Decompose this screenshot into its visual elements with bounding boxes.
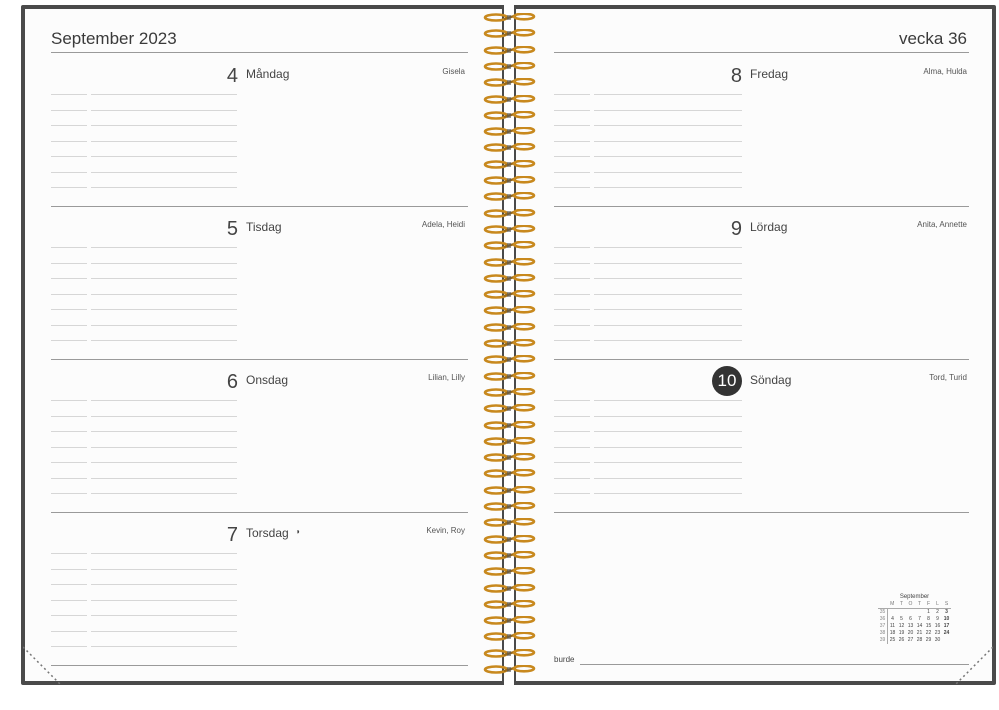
writing-line bbox=[594, 493, 742, 494]
day-number: 6 bbox=[226, 371, 238, 393]
spiral-coil bbox=[482, 176, 536, 185]
section-divider bbox=[51, 206, 468, 207]
spiral-coil bbox=[482, 502, 536, 511]
day-name: Lördag bbox=[750, 220, 788, 234]
writing-line bbox=[51, 125, 87, 126]
day-name: Onsdag bbox=[246, 373, 289, 387]
mini-calendar-header: M bbox=[888, 601, 898, 609]
writing-line bbox=[594, 462, 742, 463]
mini-calendar-day: 19 bbox=[898, 630, 905, 636]
mini-calendar-header: O bbox=[906, 601, 915, 609]
day-number: 5 bbox=[226, 218, 238, 240]
mini-calendar-day: 9 bbox=[936, 616, 939, 622]
writing-line bbox=[91, 172, 237, 173]
writing-line bbox=[91, 187, 237, 188]
spiral-coil bbox=[482, 29, 536, 38]
mini-calendar-header: S bbox=[942, 601, 951, 609]
writing-line bbox=[91, 553, 237, 554]
writing-line bbox=[91, 247, 237, 248]
writing-line bbox=[51, 462, 87, 463]
writing-line bbox=[51, 156, 87, 157]
left-page bbox=[21, 5, 504, 685]
mini-calendar-day bbox=[888, 609, 898, 617]
writing-line bbox=[91, 325, 237, 326]
spiral-coil bbox=[482, 290, 536, 299]
spiral-coil bbox=[482, 209, 536, 218]
mini-calendar-day: 7 bbox=[918, 616, 921, 622]
spiral-coil bbox=[482, 372, 536, 381]
spiral-binding bbox=[476, 5, 540, 685]
writing-line bbox=[554, 416, 590, 417]
writing-line bbox=[554, 325, 590, 326]
mini-calendar-header: L bbox=[933, 601, 942, 609]
corner-perforation-icon bbox=[23, 645, 63, 685]
mini-calendar-day: 24 bbox=[943, 630, 950, 636]
writing-line bbox=[594, 156, 742, 157]
spiral-coil bbox=[482, 469, 536, 478]
mini-calendar-title: September bbox=[899, 594, 930, 600]
mini-calendar-day bbox=[906, 609, 915, 617]
writing-line bbox=[554, 400, 590, 401]
writing-line bbox=[91, 94, 237, 95]
writing-line bbox=[554, 478, 590, 479]
writing-line bbox=[51, 340, 87, 341]
moon-phase-icon: ◑ bbox=[295, 527, 300, 536]
day-name: Tisdag bbox=[246, 220, 282, 234]
spiral-coil bbox=[482, 160, 536, 169]
mini-calendar-day: 26 bbox=[898, 637, 905, 643]
spiral-coil bbox=[482, 323, 536, 332]
writing-line bbox=[91, 110, 237, 111]
section-divider bbox=[51, 359, 468, 360]
writing-line bbox=[594, 431, 742, 432]
mini-calendar-day: 29 bbox=[925, 637, 932, 643]
writing-line bbox=[554, 187, 590, 188]
mini-calendar-day: 23 bbox=[934, 630, 941, 636]
writing-line bbox=[554, 94, 590, 95]
mini-calendar-day: 4 bbox=[891, 616, 894, 622]
day-name: Måndag bbox=[246, 67, 290, 81]
writing-line bbox=[594, 125, 742, 126]
spiral-coil bbox=[482, 584, 536, 593]
notes-rule bbox=[580, 664, 969, 665]
mini-calendar-week: 39 bbox=[878, 637, 888, 644]
writing-line bbox=[51, 553, 87, 554]
mini-calendar-week: 38 bbox=[878, 630, 888, 637]
mini-calendar-day bbox=[915, 609, 924, 617]
spiral-coil bbox=[482, 143, 536, 152]
sunday-highlight-number: 10 bbox=[712, 366, 742, 396]
day-name: Fredag bbox=[750, 67, 789, 81]
mini-calendar-day: 30 bbox=[934, 637, 941, 643]
writing-line bbox=[51, 569, 87, 570]
spiral-coil bbox=[482, 62, 536, 71]
spiral-coil bbox=[482, 649, 536, 658]
header-rule bbox=[554, 52, 969, 53]
writing-line bbox=[594, 172, 742, 173]
spiral-coil bbox=[482, 486, 536, 495]
writing-line bbox=[91, 416, 237, 417]
mini-calendar-day bbox=[942, 637, 951, 644]
writing-line bbox=[554, 110, 590, 111]
section-divider bbox=[554, 512, 969, 513]
mini-calendar-day: 1 bbox=[927, 609, 930, 615]
mini-calendar-day: 16 bbox=[934, 623, 941, 629]
writing-line bbox=[51, 493, 87, 494]
writing-line bbox=[91, 156, 237, 157]
spiral-coil bbox=[482, 665, 536, 674]
section-divider bbox=[554, 359, 969, 360]
mini-calendar-day: 25 bbox=[889, 637, 896, 643]
spiral-coil bbox=[482, 258, 536, 267]
name-day: Kevin, Roy bbox=[426, 526, 465, 535]
name-day: Anita, Annette bbox=[917, 220, 967, 229]
name-day: Lilian, Lilly bbox=[428, 373, 465, 382]
writing-line bbox=[594, 325, 742, 326]
writing-line bbox=[51, 600, 87, 601]
writing-line bbox=[594, 110, 742, 111]
mini-calendar-day: 22 bbox=[925, 630, 932, 636]
writing-line bbox=[594, 278, 742, 279]
writing-line bbox=[51, 141, 87, 142]
spiral-coil bbox=[482, 111, 536, 120]
writing-line bbox=[554, 462, 590, 463]
writing-line bbox=[51, 478, 87, 479]
writing-line bbox=[594, 263, 742, 264]
day-number: 4 bbox=[226, 65, 238, 87]
writing-line bbox=[554, 309, 590, 310]
spiral-coil bbox=[482, 632, 536, 641]
writing-line bbox=[554, 156, 590, 157]
spiral-coil bbox=[482, 453, 536, 462]
writing-line bbox=[554, 493, 590, 494]
writing-line bbox=[91, 309, 237, 310]
spiral-coil bbox=[482, 339, 536, 348]
writing-line bbox=[554, 125, 590, 126]
section-divider bbox=[51, 512, 468, 513]
spiral-coil bbox=[482, 306, 536, 315]
writing-line bbox=[554, 247, 590, 248]
name-day: Adela, Heidi bbox=[421, 220, 465, 229]
mini-calendar-day: 10 bbox=[943, 616, 950, 622]
writing-line bbox=[51, 278, 87, 279]
writing-line bbox=[91, 141, 237, 142]
mini-calendar-day bbox=[897, 609, 906, 617]
spiral-coil bbox=[482, 437, 536, 446]
writing-line bbox=[91, 278, 237, 279]
writing-line bbox=[594, 309, 742, 310]
writing-line bbox=[91, 493, 237, 494]
writing-line bbox=[51, 631, 87, 632]
writing-line bbox=[51, 247, 87, 248]
month-header: September 2023 bbox=[51, 29, 177, 48]
writing-line bbox=[91, 462, 237, 463]
mini-calendar-header: T bbox=[897, 601, 906, 609]
spiral-coil bbox=[482, 95, 536, 104]
writing-line bbox=[91, 340, 237, 341]
mini-calendar-day: 20 bbox=[907, 630, 914, 636]
writing-line bbox=[91, 600, 237, 601]
mini-calendar-day: 27 bbox=[907, 637, 914, 643]
spiral-coil bbox=[482, 127, 536, 136]
day-number: 7 bbox=[226, 524, 238, 546]
name-day: Tord, Turid bbox=[929, 373, 967, 382]
writing-line bbox=[51, 94, 87, 95]
writing-line bbox=[91, 615, 237, 616]
mini-calendar-day: 5 bbox=[900, 616, 903, 622]
writing-line bbox=[51, 615, 87, 616]
day-number: 9 bbox=[730, 218, 742, 240]
writing-line bbox=[594, 447, 742, 448]
mini-calendar-week: 36 bbox=[878, 616, 888, 623]
writing-line bbox=[91, 400, 237, 401]
writing-line bbox=[51, 294, 87, 295]
spiral-coil bbox=[482, 241, 536, 250]
writing-line bbox=[91, 125, 237, 126]
mini-calendar-week: 37 bbox=[878, 623, 888, 630]
writing-line bbox=[554, 172, 590, 173]
writing-line bbox=[91, 478, 237, 479]
mini-calendar-day: 11 bbox=[889, 623, 896, 629]
spiral-coil bbox=[482, 616, 536, 625]
mini-calendar-day: 17 bbox=[943, 623, 950, 629]
mini-calendar bbox=[878, 594, 951, 644]
writing-line bbox=[594, 400, 742, 401]
writing-line bbox=[51, 325, 87, 326]
spiral-coil bbox=[482, 535, 536, 544]
name-day: Gisela bbox=[442, 67, 465, 76]
mini-calendar-day: 8 bbox=[927, 616, 930, 622]
writing-line bbox=[51, 431, 87, 432]
writing-line bbox=[554, 141, 590, 142]
day-name: Söndag bbox=[750, 373, 792, 387]
spiral-coil bbox=[482, 600, 536, 609]
day-number: 8 bbox=[730, 65, 742, 87]
writing-line bbox=[91, 569, 237, 570]
writing-line bbox=[594, 294, 742, 295]
mini-calendar-day: 13 bbox=[907, 623, 914, 629]
writing-line bbox=[91, 263, 237, 264]
mini-calendar-day: 21 bbox=[916, 630, 923, 636]
spiral-coil bbox=[482, 551, 536, 560]
mini-calendar-day: 6 bbox=[909, 616, 912, 622]
mini-calendar-day: 12 bbox=[898, 623, 905, 629]
writing-line bbox=[91, 646, 237, 647]
mini-calendar-header bbox=[878, 601, 888, 609]
writing-line bbox=[554, 294, 590, 295]
writing-line bbox=[51, 172, 87, 173]
spiral-coil bbox=[482, 192, 536, 201]
writing-line bbox=[51, 447, 87, 448]
mini-calendar-day: 28 bbox=[916, 637, 923, 643]
spiral-coil bbox=[482, 13, 536, 22]
mini-calendar-day: 14 bbox=[916, 623, 923, 629]
writing-line bbox=[51, 187, 87, 188]
mini-calendar-day: 15 bbox=[925, 623, 932, 629]
writing-line bbox=[91, 447, 237, 448]
writing-line bbox=[51, 263, 87, 264]
writing-line bbox=[91, 294, 237, 295]
section-divider bbox=[554, 206, 969, 207]
writing-line bbox=[91, 631, 237, 632]
corner-perforation-icon bbox=[953, 645, 993, 685]
day-name: Torsdag bbox=[246, 526, 289, 540]
spiral-coil bbox=[482, 274, 536, 283]
writing-line bbox=[554, 447, 590, 448]
mini-calendar-day: 3 bbox=[945, 609, 948, 615]
section-divider bbox=[51, 665, 468, 666]
mini-calendar-day: 18 bbox=[889, 630, 896, 636]
writing-line bbox=[554, 263, 590, 264]
spiral-coil bbox=[482, 567, 536, 576]
writing-line bbox=[51, 110, 87, 111]
writing-line bbox=[51, 400, 87, 401]
week-header: vecka 36 bbox=[898, 29, 967, 48]
mini-calendar-header: F bbox=[924, 601, 933, 609]
writing-line bbox=[51, 416, 87, 417]
writing-line bbox=[594, 478, 742, 479]
mini-calendar-header: T bbox=[915, 601, 924, 609]
spiral-coil bbox=[482, 225, 536, 234]
writing-line bbox=[594, 416, 742, 417]
header-rule bbox=[51, 52, 468, 53]
writing-line bbox=[554, 431, 590, 432]
spiral-coil bbox=[482, 388, 536, 397]
brand-logo: burde bbox=[554, 655, 575, 664]
mini-calendar-week: 35 bbox=[878, 609, 888, 617]
writing-line bbox=[91, 584, 237, 585]
writing-line bbox=[51, 584, 87, 585]
writing-line bbox=[594, 187, 742, 188]
writing-line bbox=[594, 94, 742, 95]
writing-line bbox=[51, 309, 87, 310]
spiral-coil bbox=[482, 421, 536, 430]
writing-line bbox=[554, 278, 590, 279]
name-day: Alma, Hulda bbox=[923, 67, 967, 76]
spiral-coil bbox=[482, 404, 536, 413]
writing-line bbox=[554, 340, 590, 341]
writing-line bbox=[91, 431, 237, 432]
mini-calendar-day: 2 bbox=[936, 609, 939, 615]
spiral-coil bbox=[482, 518, 536, 527]
spiral-coil bbox=[482, 46, 536, 55]
spiral-coil bbox=[482, 355, 536, 364]
writing-line bbox=[594, 247, 742, 248]
spiral-coil bbox=[482, 78, 536, 87]
writing-line bbox=[594, 340, 742, 341]
right-page bbox=[514, 5, 996, 685]
writing-line bbox=[594, 141, 742, 142]
